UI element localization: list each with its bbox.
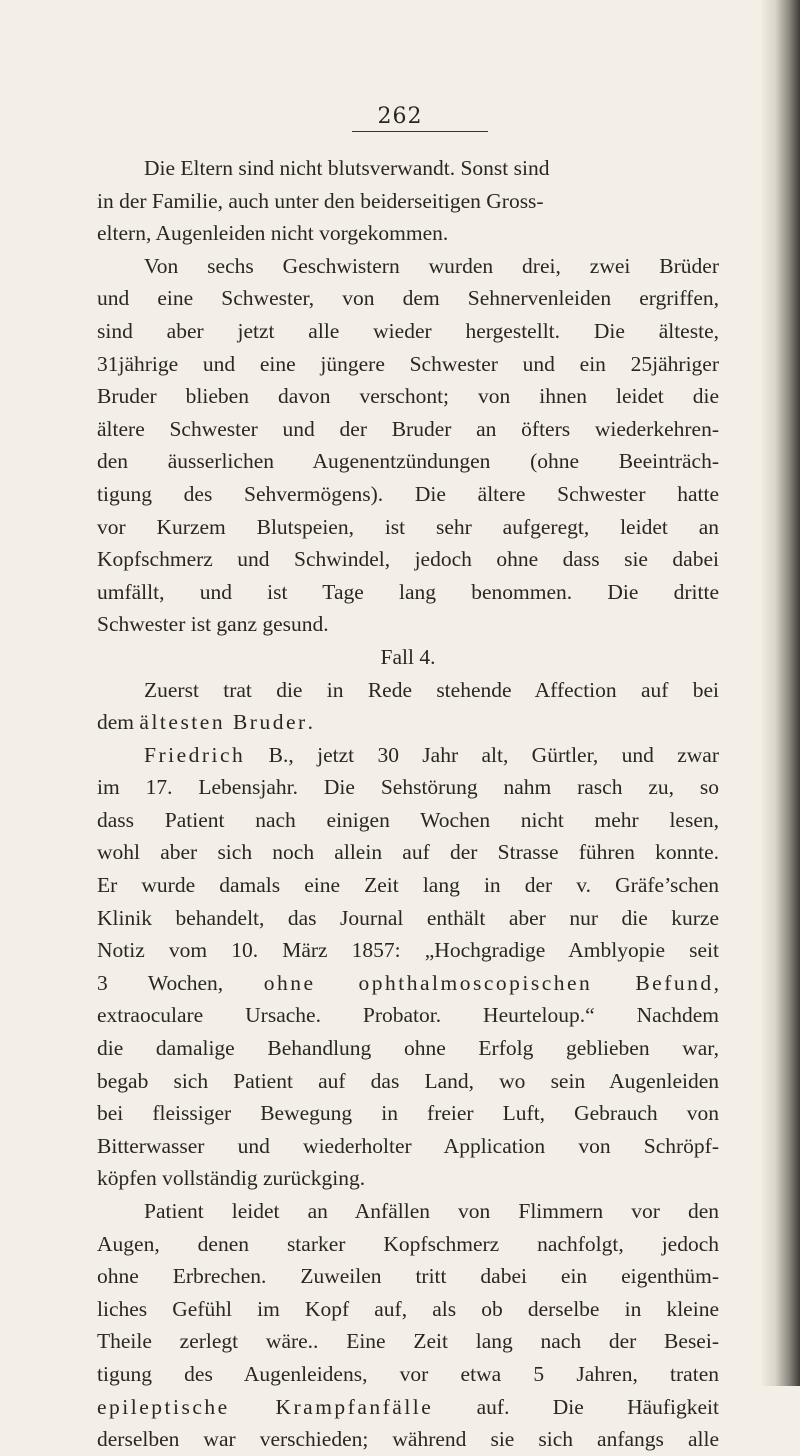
text-line — [97, 967, 719, 1000]
paragraph-first-case — [97, 674, 719, 739]
text-line: 31jährige und eine jüngere Schwester und ein 25jähriger — [97, 351, 719, 376]
text-line: Er wurde damals eine Zeit lang in der v. Gräfe’schen — [97, 873, 719, 898]
text-line — [97, 1391, 719, 1424]
text-line: Notiz vom 10. März 1857: „Hochgradige Amblyopie seit — [97, 938, 719, 963]
text-line: Bruder blieben davon verschont; von ihnen leidet die — [97, 384, 719, 409]
case-heading: Fall 4. — [380, 644, 436, 669]
body-text — [97, 152, 719, 1456]
text-fragment: . — [307, 710, 314, 735]
text-line: extraoculare Ursache. Probator. Heurteloup.“ Nachdem — [97, 1003, 719, 1028]
spaced-emphasis: epileptische Krampfanfälle — [97, 1394, 434, 1419]
text-line: Zuerst trat die in Rede stehende Affection auf bei — [144, 677, 719, 702]
text-line: vor Kurzem Blutspeien, ist sehr aufgeregt, leidet an — [97, 514, 719, 539]
paragraph-siblings — [97, 250, 719, 641]
text-line: köpfen vollständig zurückging. — [97, 1166, 366, 1191]
text-line: Augen, denen starker Kopfschmerz nachfolgt, jedoch — [97, 1231, 719, 1256]
text-line: Die Eltern sind nicht blutsverwandt. Sonst sind — [144, 156, 550, 180]
text-line: umfällt, und ist Tage lang benommen. Die dritte — [97, 579, 719, 604]
text-line: ohne Erbrechen. Zuweilen tritt dabei ein eigenthüm- — [97, 1264, 719, 1289]
text-line: Bitterwasser und wiederholter Application von Schröpf- — [97, 1133, 719, 1158]
text-line: Schwester ist ganz gesund. — [97, 612, 329, 637]
paragraph-friedrich — [97, 739, 719, 1195]
text-line: im 17. Lebensjahr. Die Sehstörung nahm rasch zu, so — [97, 775, 719, 800]
text-line: eltern, Augenleiden nicht vorgekommen. — [97, 221, 449, 246]
text-fragment: dem — [97, 710, 140, 735]
text-line: Von sechs Geschwistern wurden drei, zwei Brüder — [144, 253, 719, 278]
text-line: begab sich Patient auf das Land, wo sein Augenleiden — [97, 1068, 719, 1093]
paragraph-parents — [97, 152, 719, 250]
text-line: Klinik behandelt, das Journal enthält aber nur die kurze — [97, 905, 719, 930]
text-line: Theile zerlegt wäre.. Eine Zeit lang nach der Besei- — [97, 1329, 719, 1354]
text-line: Kopfschmerz und Schwindel, jedoch ohne dass sie dabei — [97, 547, 719, 572]
text-fragment: 3 Wochen, — [97, 970, 264, 995]
text-line: tigung des Sehvermögens). Die ältere Schwester hatte — [97, 481, 719, 506]
page-number: 262 — [377, 104, 423, 129]
paragraph-attacks — [97, 1195, 719, 1456]
text-line — [97, 706, 719, 739]
text-line: den äusserlichen Augenentzündungen (ohne Beeinträch- — [97, 449, 719, 474]
text-line: und eine Schwester, von dem Sehnervenleiden ergriffen, — [97, 286, 719, 311]
text-line: derselben war verschieden; während sie sich anfangs alle — [97, 1427, 719, 1452]
page-number-rule — [352, 131, 488, 132]
text-line: ältere Schwester und der Bruder an öfters wiederkehren- — [97, 416, 719, 441]
text-fragment: auf. Die Häufigkeit — [433, 1394, 720, 1419]
text-fragment: , — [713, 970, 719, 995]
text-line: in der Familie, auch unter den beiderseitigen Gross- — [97, 188, 544, 213]
patient-name: Friedrich — [144, 742, 246, 767]
text-line: bei fleissiger Bewegung in freier Luft, Gebrauch von — [97, 1101, 719, 1126]
text-line: tigung des Augenleidens, vor etwa 5 Jahren, traten — [97, 1361, 719, 1386]
text-line — [97, 739, 719, 772]
text-fragment: B., jetzt 30 Jahr alt, Gürtler, und zwar — [245, 742, 719, 767]
text-line: die damalige Behandlung ohne Erfolg geblieben war, — [97, 1036, 719, 1061]
spaced-emphasis: ohne ophthalmoscopischen Befund — [263, 970, 714, 995]
page-edge-shadow — [762, 0, 800, 1386]
spaced-emphasis: ältesten Bruder — [139, 710, 308, 735]
text-line: dass Patient nach einigen Wochen nicht mehr lesen, — [97, 807, 719, 832]
text-line: Patient leidet an Anfällen von Flimmern vor den — [144, 1199, 719, 1223]
text-line: liches Gefühl im Kopf auf, als ob derselbe in kleine — [97, 1296, 719, 1321]
text-line: sind aber jetzt alle wieder hergestellt. Die älteste, — [97, 318, 719, 343]
text-line: wohl aber sich noch allein auf der Strasse führen konnte. — [97, 840, 719, 865]
